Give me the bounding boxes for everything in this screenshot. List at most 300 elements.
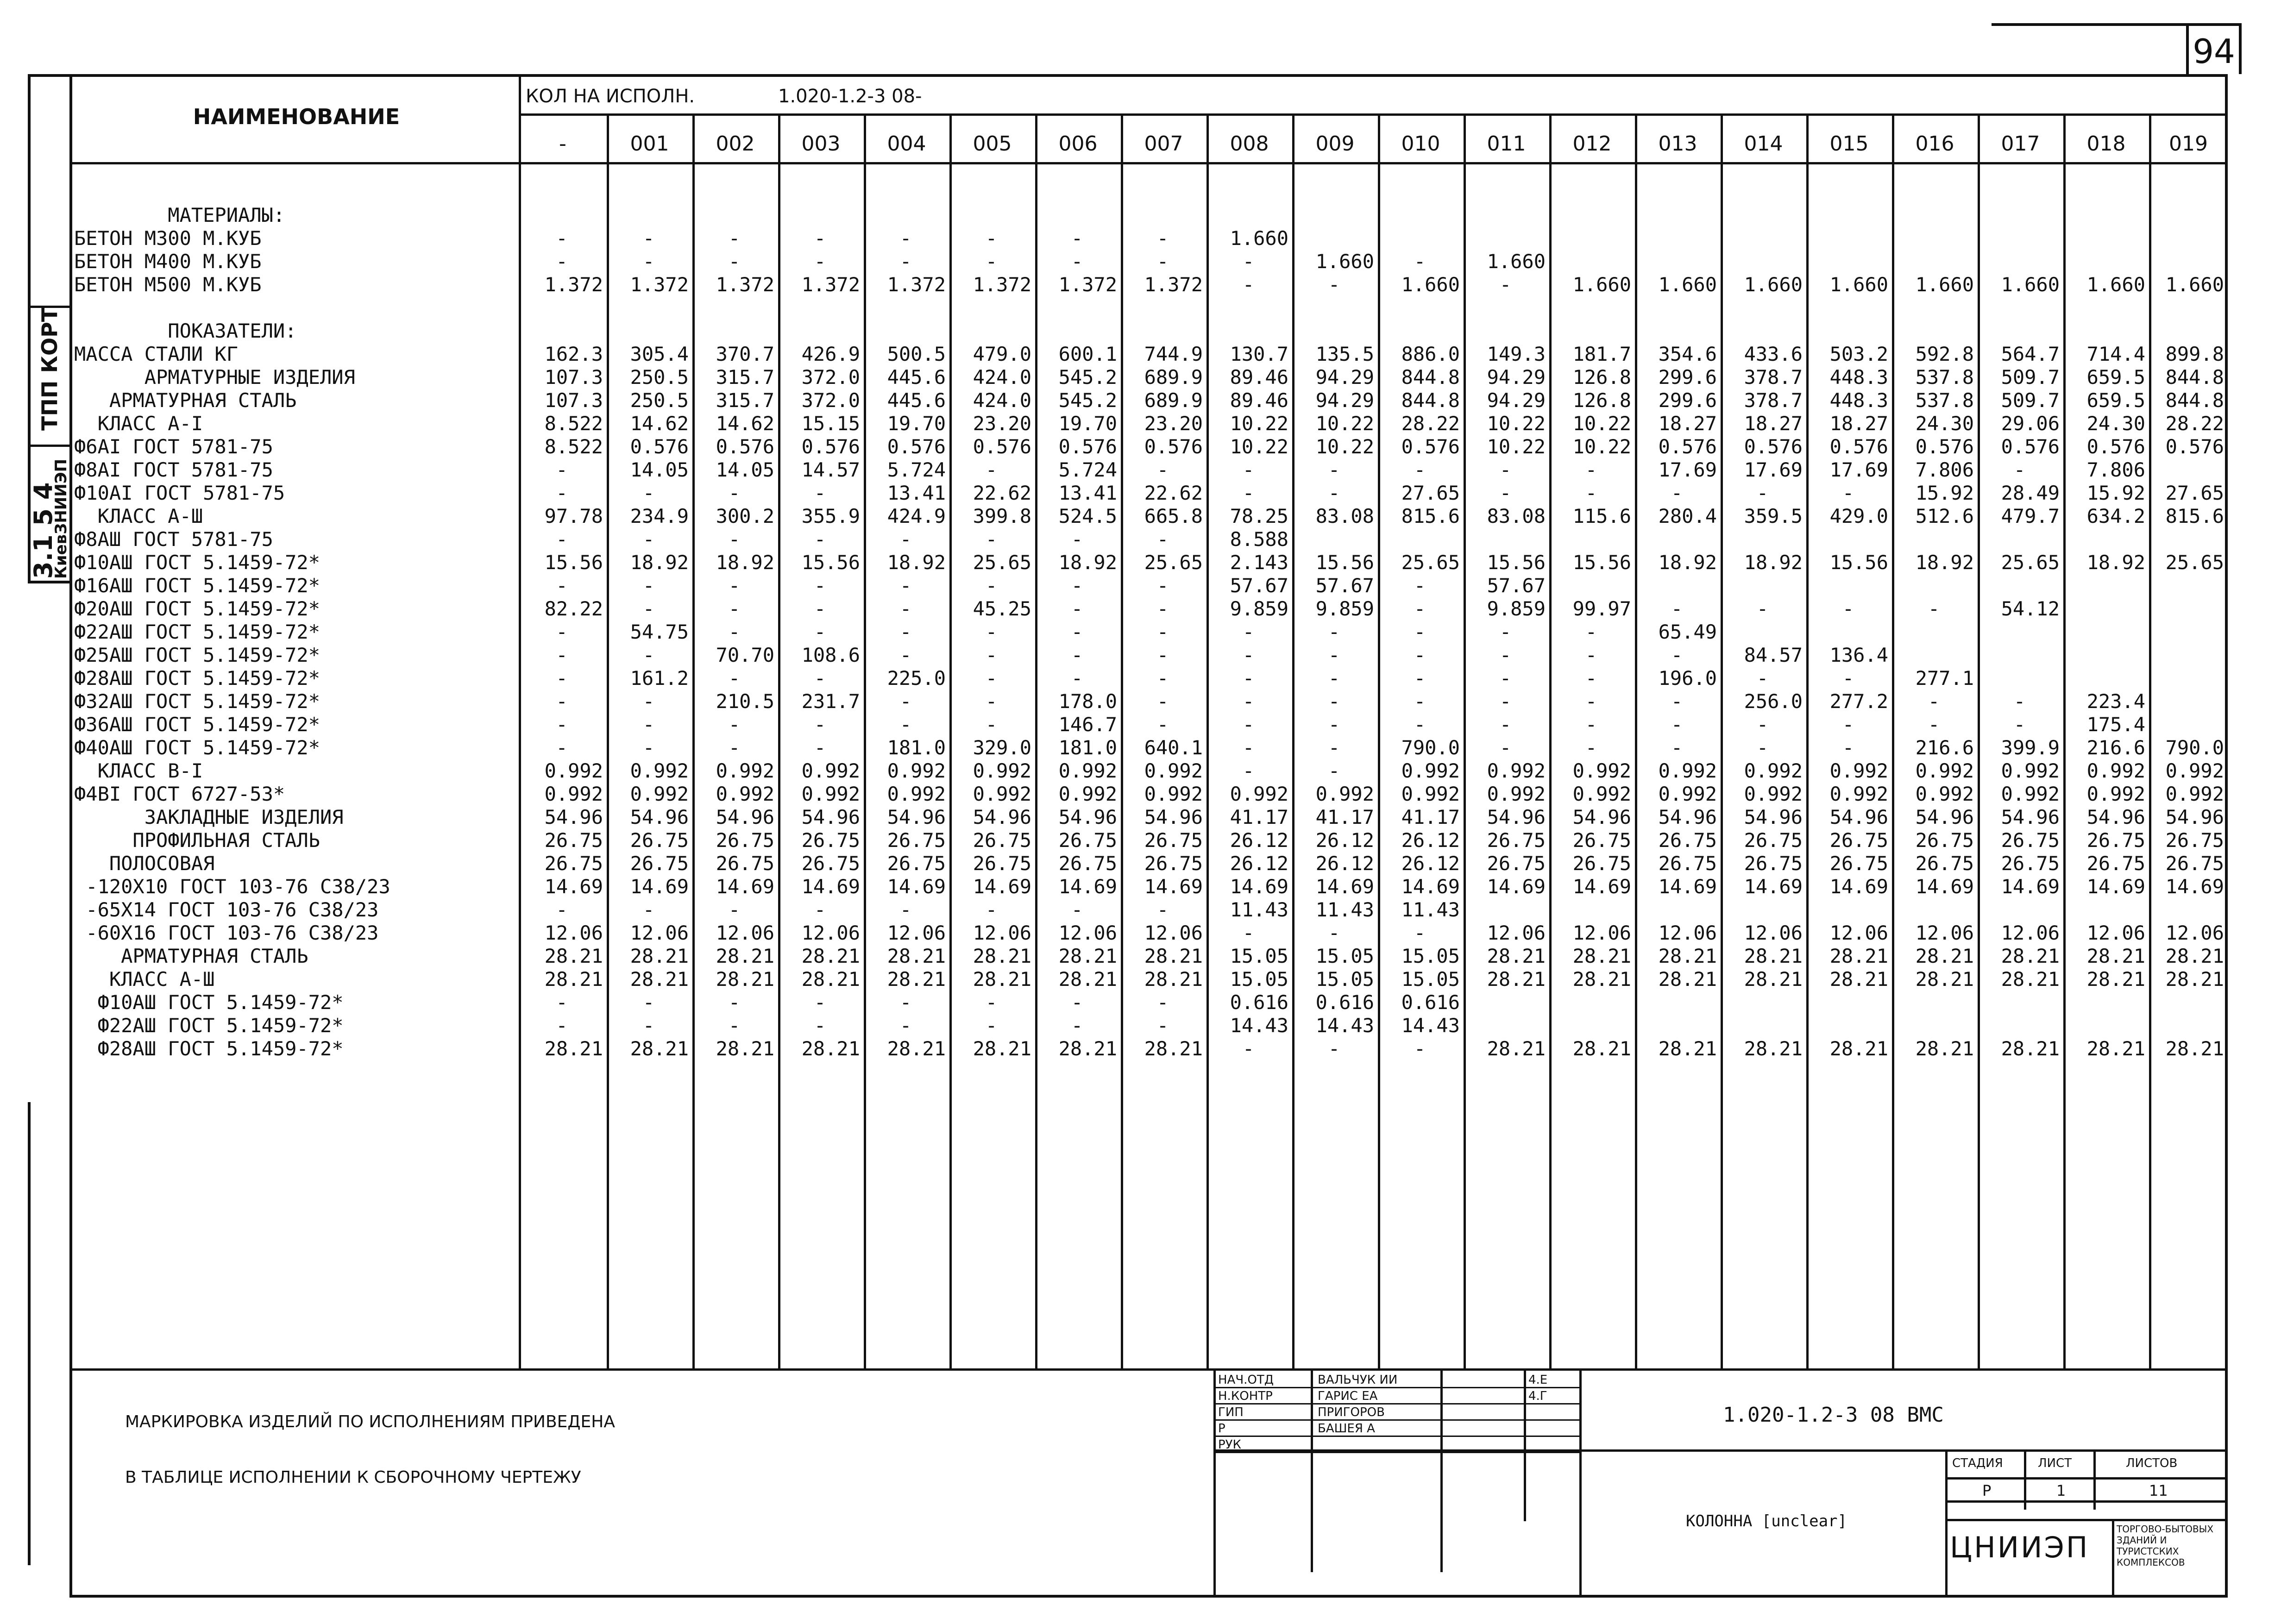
title-block-role: Н.КОНТР: [1218, 1389, 1273, 1403]
table-cell: -: [899, 690, 912, 713]
table-cell: -: [814, 621, 826, 643]
table-cell: 1.372: [1144, 273, 1203, 296]
table-cell: -: [1071, 991, 1083, 1014]
table-cell: 524.5: [1058, 505, 1117, 527]
table-cell: -: [1671, 713, 1683, 736]
table-cell: 115.6: [1572, 505, 1631, 527]
table-cell: 0.992: [1487, 759, 1546, 782]
table-cell: 54.96: [1487, 806, 1546, 828]
table-cell: 545.2: [1058, 389, 1117, 412]
table-cell: -: [1414, 667, 1426, 690]
table-cell: 9.859: [1315, 597, 1374, 620]
table-cell: 24.30: [2086, 412, 2145, 435]
table-cell: -: [1156, 690, 1169, 713]
table-cell: -: [556, 713, 568, 736]
table-cell: -: [1671, 644, 1683, 666]
table-cell: 0.992: [1401, 759, 1460, 782]
table-cell: 89.46: [1230, 366, 1288, 389]
table-cell: -: [985, 574, 998, 597]
table-cell: 0.992: [1058, 783, 1117, 805]
column-header-008: 008: [1230, 132, 1269, 156]
table-cell: -: [642, 736, 655, 759]
table-cell: 659.5: [2086, 389, 2145, 412]
table-cell: -: [1156, 1014, 1169, 1037]
table-cell: 11.43: [1401, 898, 1460, 921]
table-cell: 28.21: [887, 968, 946, 991]
table-cell: 7.806: [2086, 458, 2145, 481]
table-cell: 12.06: [2001, 922, 2060, 944]
table-cell: -: [1242, 713, 1255, 736]
table-cell: 12.06: [1915, 922, 1974, 944]
table-cell: 790.0: [2165, 736, 2224, 759]
table-cell: 14.69: [1401, 875, 1460, 898]
table-cell: 225.0: [887, 667, 946, 690]
table-cell: -: [1328, 644, 1340, 666]
table-cell: 424.0: [973, 366, 1031, 389]
table-cell: -: [642, 644, 655, 666]
table-cell: 399.9: [2001, 736, 2060, 759]
table-cell: 54.96: [2165, 806, 2224, 828]
table-cell: 26.75: [1658, 852, 1717, 875]
table-cell: 28.21: [1829, 1037, 1888, 1060]
table-cell: 25.65: [1144, 551, 1203, 574]
row-label: АРМАТУРНЫЕ ИЗДЕЛИЯ: [74, 366, 355, 389]
table-cell: 12.06: [1744, 922, 1803, 944]
table-cell: 22.62: [973, 482, 1031, 504]
table-cell: -: [1071, 1014, 1083, 1037]
table-cell: 14.69: [2165, 875, 2224, 898]
table-cell: 0.616: [1401, 991, 1460, 1014]
table-cell: 107.3: [544, 389, 603, 412]
table-cell: 15.56: [801, 551, 860, 574]
table-cell: -: [1585, 690, 1597, 713]
table-cell: 26.75: [1744, 852, 1803, 875]
table-cell: -: [1842, 597, 1854, 620]
table-cell: 0.992: [973, 759, 1031, 782]
table-cell: 26.75: [2086, 852, 2145, 875]
table-cell: -: [1414, 1037, 1426, 1060]
table-cell: -: [556, 621, 568, 643]
column-header-012: 012: [1572, 132, 1612, 156]
table-cell: 26.75: [1915, 852, 1974, 875]
table-cell: -: [985, 250, 998, 273]
table-cell: 19.70: [1058, 412, 1117, 435]
table-cell: -: [556, 482, 568, 504]
table-cell: 82.22: [544, 597, 603, 620]
title-block-role: ГИП: [1218, 1405, 1244, 1419]
table-cell: -: [814, 667, 826, 690]
title-block-name: ВАЛЬЧУК ИИ: [1318, 1373, 1398, 1387]
row-label: МАССА СТАЛИ КГ: [74, 343, 239, 365]
table-cell: -: [985, 667, 998, 690]
table-cell: 28.21: [1487, 945, 1546, 967]
table-cell: -: [642, 227, 655, 250]
row-label: БЕТОН М400 М.КУБ: [74, 250, 262, 273]
table-cell: -: [814, 482, 826, 504]
table-cell: 0.576: [1658, 435, 1717, 458]
table-cell: 26.75: [1829, 852, 1888, 875]
table-cell: 15.05: [1315, 945, 1374, 967]
row-label: КЛАСС А-Ш: [74, 968, 215, 991]
table-cell: 0.992: [973, 783, 1031, 805]
table-cell: 28.21: [2086, 945, 2145, 967]
table-cell: 537.8: [1915, 389, 1974, 412]
table-cell: -: [1756, 736, 1769, 759]
column-header-010: 010: [1401, 132, 1440, 156]
table-cell: -: [1585, 667, 1597, 690]
table-cell: 28.21: [801, 968, 860, 991]
table-cell: 136.4: [1829, 644, 1888, 666]
table-cell: -: [899, 250, 912, 273]
table-cell: 0.992: [630, 759, 689, 782]
title-block-row-line: [1213, 1387, 1579, 1388]
sheets-label: ЛИСТОВ: [2126, 1456, 2178, 1470]
table-cell: 28.21: [1658, 968, 1717, 991]
table-cell: 54.96: [1144, 806, 1203, 828]
table-cell: 537.8: [1915, 366, 1974, 389]
table-cell: -: [1328, 713, 1340, 736]
table-cell: 315.7: [716, 366, 774, 389]
table-cell: 0.992: [1401, 783, 1460, 805]
table-cell: 790.0: [1401, 736, 1460, 759]
table-cell: 126.8: [1572, 389, 1631, 412]
table-cell: -: [2013, 713, 2026, 736]
table-cell: 14.69: [716, 875, 774, 898]
table-cell: 24.30: [1915, 412, 1974, 435]
table-cell: 54.96: [2001, 806, 2060, 828]
row-label: Ф8АШ ГОСТ 5781-75: [74, 528, 273, 551]
table-cell: 28.21: [630, 1037, 689, 1060]
table-cell: 89.46: [1230, 389, 1288, 412]
table-cell: 54.96: [1658, 806, 1717, 828]
table-cell: 54.96: [544, 806, 603, 828]
table-cell: 256.0: [1744, 690, 1803, 713]
table-cell: 28.21: [1744, 945, 1803, 967]
table-cell: 181.0: [887, 736, 946, 759]
column-header-003: 003: [801, 132, 841, 156]
row-label: ПОЛОСОВАЯ: [74, 852, 215, 875]
tb-row-divider: [1945, 1519, 2228, 1521]
table-cell: -: [1242, 273, 1255, 296]
table-cell: -: [728, 1014, 741, 1037]
kol-label: КОЛ НА ИСПОЛН.: [526, 86, 695, 107]
table-cell: 7.806: [1915, 458, 1974, 481]
table-cell: 28.21: [887, 1037, 946, 1060]
table-cell: -: [1756, 667, 1769, 690]
table-cell: -: [1242, 736, 1255, 759]
side-label-org: КиевЗНИИЭП: [52, 458, 70, 579]
table-cell: 10.22: [1315, 412, 1374, 435]
table-cell: 640.1: [1144, 736, 1203, 759]
table-cell: -: [728, 736, 741, 759]
table-cell: -: [556, 644, 568, 666]
table-cell: -: [728, 713, 741, 736]
table-cell: 27.65: [1401, 482, 1460, 504]
table-cell: 28.21: [1487, 1037, 1546, 1060]
table-cell: 0.616: [1315, 991, 1374, 1014]
table-cell: -: [728, 528, 741, 551]
table-cell: 14.43: [1315, 1014, 1374, 1037]
table-cell: 0.576: [2001, 435, 2060, 458]
table-cell: -: [1414, 597, 1426, 620]
table-cell: -: [556, 898, 568, 921]
table-cell: -: [1156, 458, 1169, 481]
table-cell: -: [814, 574, 826, 597]
table-cell: 564.7: [2001, 343, 2060, 365]
table-cell: 0.992: [1572, 759, 1631, 782]
table-cell: -: [1756, 597, 1769, 620]
table-cell: -: [814, 991, 826, 1014]
table-cell: 0.576: [1058, 435, 1117, 458]
column-header-004: 004: [887, 132, 926, 156]
table-cell: 14.57: [801, 458, 860, 481]
table-cell: 0.992: [887, 783, 946, 805]
table-cell: 26.12: [1230, 829, 1288, 852]
table-cell: 14.69: [1058, 875, 1117, 898]
sheet-value: 1: [2056, 1482, 2066, 1499]
table-cell: 25.65: [1401, 551, 1460, 574]
table-cell: -: [1242, 922, 1255, 944]
table-cell: 10.22: [1315, 435, 1374, 458]
table-cell: -: [1671, 736, 1683, 759]
table-cell: 14.69: [1144, 875, 1203, 898]
table-cell: 355.9: [801, 505, 860, 527]
table-cell: 12.06: [2086, 922, 2145, 944]
table-cell: -: [556, 528, 568, 551]
table-cell: 54.96: [801, 806, 860, 828]
table-cell: -: [728, 250, 741, 273]
table-cell: 26.75: [1144, 829, 1203, 852]
table-cell: 28.21: [1744, 1037, 1803, 1060]
table-cell: 54.96: [1744, 806, 1803, 828]
table-cell: 1.660: [1744, 273, 1803, 296]
table-cell: 299.6: [1658, 366, 1717, 389]
table-cell: -: [642, 574, 655, 597]
table-cell: 26.12: [1230, 852, 1288, 875]
table-cell: 14.69: [2001, 875, 2060, 898]
table-cell: 26.75: [973, 829, 1031, 852]
row-label: Ф4BI ГОСТ 6727-53*: [74, 783, 285, 805]
table-cell: 18.27: [1744, 412, 1803, 435]
table-cell: 12.06: [1487, 922, 1546, 944]
table-cell: -: [814, 227, 826, 250]
org-name: ЦНИИЭП: [1950, 1530, 2090, 1564]
table-cell: 13.41: [1058, 482, 1117, 504]
table-cell: 11.43: [1230, 898, 1288, 921]
sheet-label: ЛИСТ: [2038, 1456, 2072, 1470]
table-cell: -: [1156, 991, 1169, 1014]
table-cell: 26.75: [544, 852, 603, 875]
table-cell: 14.69: [1915, 875, 1974, 898]
row-label: Ф16АШ ГОСТ 5.1459-72*: [74, 574, 320, 597]
table-cell: 0.992: [2001, 783, 2060, 805]
row-label: Ф8AI ГОСТ 5781-75: [74, 458, 273, 481]
table-cell: 0.576: [716, 435, 774, 458]
table-cell: 689.9: [1144, 366, 1203, 389]
table-cell: 18.92: [630, 551, 689, 574]
table-cell: -: [814, 597, 826, 620]
table-cell: 26.12: [1401, 829, 1460, 852]
table-cell: 10.22: [1230, 412, 1288, 435]
title-block-row-line: [1213, 1403, 1579, 1405]
table-cell: 28.21: [2086, 1037, 2145, 1060]
table-cell: 1.660: [1915, 273, 1974, 296]
table-cell: -: [556, 1014, 568, 1037]
row-label: -120X10 ГОСТ 103-76 С38/23: [74, 875, 390, 898]
table-cell: -: [728, 482, 741, 504]
table-cell: 28.21: [1572, 968, 1631, 991]
table-cell: -: [1071, 597, 1083, 620]
document-code: 1.020-1.2-3 08 ВМС: [1723, 1403, 1944, 1427]
table-cell: -: [1499, 273, 1512, 296]
row-label: Ф6AI ГОСТ 5781-75: [74, 435, 273, 458]
table-cell: 14.69: [2086, 875, 2145, 898]
table-cell: -: [985, 528, 998, 551]
org-detail: ТОРГОВО-БЫТОВЫХ ЗДАНИЙ И ТУРИСТСКИХ КОМПЛЕКСОВ: [2117, 1524, 2214, 1568]
table-cell: 424.0: [973, 389, 1031, 412]
table-cell: 844.8: [1401, 366, 1460, 389]
table-cell: 844.8: [2165, 389, 2224, 412]
table-cell: -: [1414, 574, 1426, 597]
table-cell: 223.4: [2086, 690, 2145, 713]
table-cell: 665.8: [1144, 505, 1203, 527]
table-cell: 54.96: [1915, 806, 1974, 828]
table-cell: 445.6: [887, 389, 946, 412]
table-cell: -: [1071, 574, 1083, 597]
table-cell: -: [1071, 621, 1083, 643]
title-block-row-line: [1213, 1452, 1579, 1453]
table-cell: 12.06: [801, 922, 860, 944]
table-cell: -: [1156, 667, 1169, 690]
table-cell: -: [1071, 898, 1083, 921]
row-label: ПРОФИЛЬНАЯ СТАЛЬ: [74, 829, 320, 852]
table-cell: 634.2: [2086, 505, 2145, 527]
table-cell: 28.49: [2001, 482, 2060, 504]
table-cell: -: [1156, 898, 1169, 921]
row-label: БЕТОН М500 М.КУБ: [74, 273, 262, 296]
table-cell: 15.15: [801, 412, 860, 435]
table-cell: 8.522: [544, 435, 603, 458]
table-cell: 12.06: [1658, 922, 1717, 944]
name-header: НАИМЕНОВАНИЕ: [193, 104, 400, 129]
side-divider: [28, 445, 69, 447]
table-cell: 94.29: [1315, 366, 1374, 389]
row-label: МАТЕРИАЛЫ:: [74, 204, 285, 226]
table-cell: 26.75: [2086, 829, 2145, 852]
table-cell: -: [1328, 690, 1340, 713]
table-cell: 28.21: [2086, 968, 2145, 991]
table-cell: 14.62: [630, 412, 689, 435]
table-cell: 15.05: [1230, 968, 1288, 991]
table-cell: -: [814, 736, 826, 759]
table-cell: 97.78: [544, 505, 603, 527]
table-cell: 10.22: [1487, 435, 1546, 458]
row-label: Ф20АШ ГОСТ 5.1459-72*: [74, 597, 320, 620]
table-cell: 15.56: [1572, 551, 1631, 574]
table-cell: -: [1328, 667, 1340, 690]
table-cell: 26.75: [1487, 852, 1546, 875]
table-cell: 1.372: [544, 273, 603, 296]
table-cell: 1.372: [716, 273, 774, 296]
table-cell: 0.992: [1915, 783, 1974, 805]
table-cell: 28.21: [716, 945, 774, 967]
table-cell: 1.660: [2165, 273, 2224, 296]
table-cell: 15.92: [2086, 482, 2145, 504]
column-header-016: 016: [1915, 132, 1954, 156]
table-cell: 12.06: [973, 922, 1031, 944]
table-cell: 433.6: [1744, 343, 1803, 365]
table-cell: -: [1328, 736, 1340, 759]
table-cell: -: [1414, 621, 1426, 643]
table-cell: 0.992: [1144, 783, 1203, 805]
table-cell: -: [1928, 713, 1940, 736]
table-cell: -: [1671, 690, 1683, 713]
row-label: КЛАСС А-Ш: [74, 505, 203, 527]
row-label: АРМАТУРНАЯ СТАЛЬ: [74, 389, 297, 412]
row-label: КЛАСС В-I: [74, 759, 203, 782]
table-cell: -: [1499, 621, 1512, 643]
table-cell: -: [556, 250, 568, 273]
table-cell: 15.05: [1315, 968, 1374, 991]
table-cell: 14.69: [801, 875, 860, 898]
table-cell: 0.576: [1401, 435, 1460, 458]
table-cell: -: [899, 644, 912, 666]
table-cell: 18.27: [1829, 412, 1888, 435]
table-cell: 1.372: [801, 273, 860, 296]
table-cell: 28.21: [2165, 1037, 2224, 1060]
table-cell: -: [1842, 482, 1854, 504]
table-cell: -: [1414, 458, 1426, 481]
table-cell: 28.21: [544, 1037, 603, 1060]
table-cell: 1.372: [887, 273, 946, 296]
table-cell: -: [642, 991, 655, 1014]
table-cell: 25.65: [2165, 551, 2224, 574]
table-cell: 14.62: [716, 412, 774, 435]
table-cell: -: [1328, 458, 1340, 481]
table-cell: 512.6: [1915, 505, 1974, 527]
table-cell: 41.17: [1401, 806, 1460, 828]
column-header-006: 006: [1058, 132, 1098, 156]
top-border-line: [1992, 23, 2186, 26]
table-cell: 28.21: [1915, 1037, 1974, 1060]
table-cell: 94.29: [1315, 389, 1374, 412]
table-cell: -: [1242, 250, 1255, 273]
column-header-002: 002: [716, 132, 755, 156]
table-cell: 15.05: [1401, 945, 1460, 967]
table-cell: -: [985, 621, 998, 643]
table-cell: 0.992: [1230, 783, 1288, 805]
table-cell: 0.992: [544, 759, 603, 782]
table-cell: 12.06: [2165, 922, 2224, 944]
table-cell: 216.6: [2086, 736, 2145, 759]
table-cell: 14.69: [1487, 875, 1546, 898]
table-cell: 0.616: [1230, 991, 1288, 1014]
column-header-009: 009: [1315, 132, 1355, 156]
table-cell: 28.21: [544, 968, 603, 991]
table-cell: 28.21: [1915, 945, 1974, 967]
table-cell: 0.992: [2165, 759, 2224, 782]
table-cell: -: [642, 482, 655, 504]
table-cell: 12.06: [716, 922, 774, 944]
table-cell: 378.7: [1744, 389, 1803, 412]
sheets-value: 11: [2149, 1482, 2168, 1499]
table-cell: -: [1071, 227, 1083, 250]
table-cell: 15.56: [1315, 551, 1374, 574]
table-cell: 10.22: [1572, 435, 1631, 458]
table-cell: -: [899, 1014, 912, 1037]
table-cell: -: [1585, 713, 1597, 736]
table-cell: 509.7: [2001, 389, 2060, 412]
